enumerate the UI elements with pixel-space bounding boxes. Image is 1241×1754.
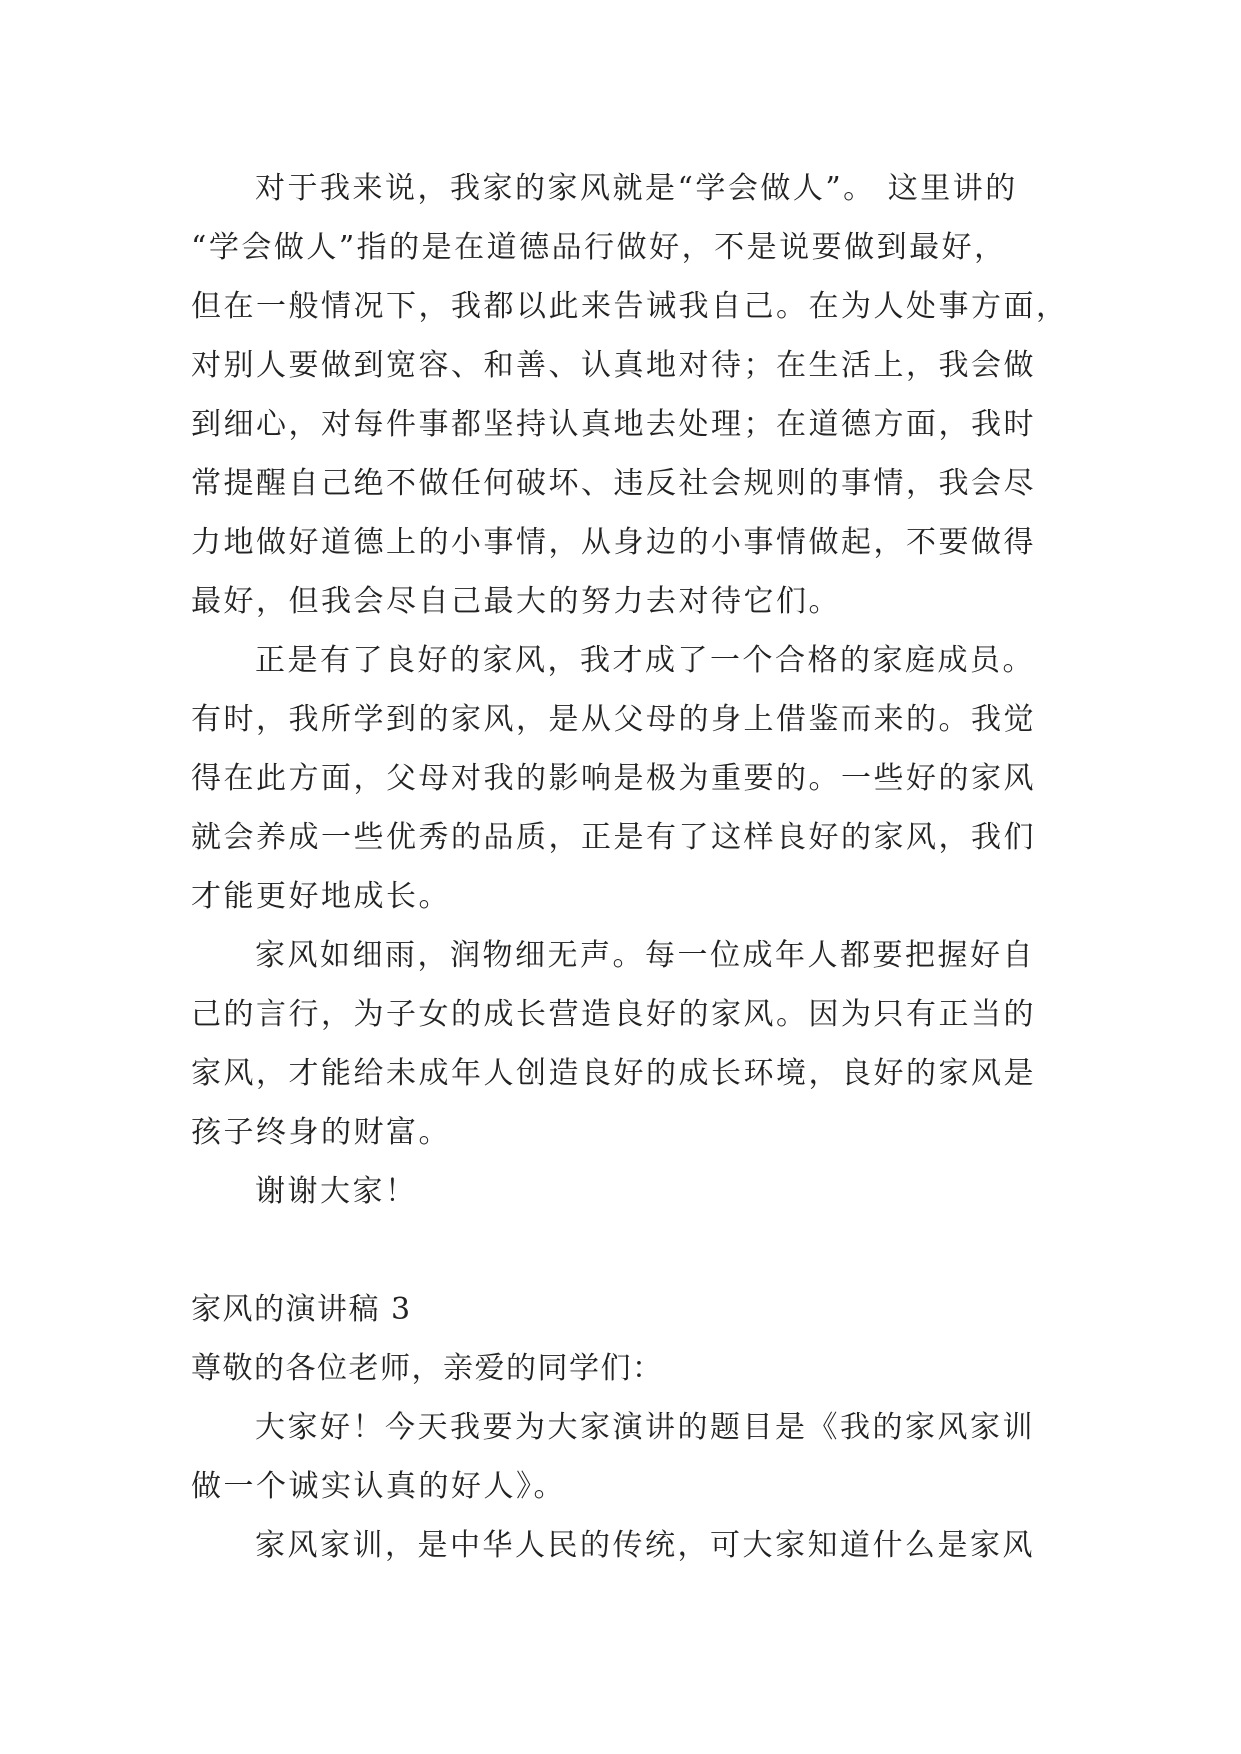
text-line: 己的言行，为子女的成长营造良好的家风。因为只有正当的 (191, 997, 1036, 1032)
text-line: 对别人要做到宽容、和善、认真地对待；在生活上，我会做 (191, 348, 1036, 383)
text-line: 才能更好地成长。 (191, 879, 451, 914)
paragraph-family-motto (191, 159, 1069, 631)
document-body (191, 159, 1069, 1575)
text-line: 得在此方面，父母对我的影响是极为重要的。一些好的家风 (191, 761, 1036, 796)
text-line: 最好，但我会尽自己最大的努力去对待它们。 (191, 584, 841, 619)
text-line: 家风如细雨，润物细无声。每一位成年人都要把握好自 (255, 938, 1035, 973)
salutation: 尊敬的各位老师，亲爱的同学们： (191, 1351, 664, 1386)
text-line: 家风，才能给未成年人创造良好的成长环境，良好的家风是 (191, 1056, 1036, 1091)
paragraph-thanks (191, 1162, 1053, 1221)
paragraph-speech-topic (191, 1398, 1053, 1516)
text-line: 到细心，对每件事都坚持认真地去处理；在道德方面，我时 (191, 407, 1036, 442)
section-title: 家风的演讲稿 3 (191, 1292, 412, 1327)
paragraph-tradition (191, 1516, 1053, 1575)
text-line: 正是有了良好的家风，我才成了一个合格的家庭成员。 (255, 643, 1035, 678)
blank-line (191, 1221, 1053, 1280)
text-line: 孩子终身的财富。 (191, 1115, 451, 1150)
text-line: 力地做好道德上的小事情，从身边的小事情做起，不要做得 (191, 525, 1036, 560)
text-line: 大家好！今天我要为大家演讲的题目是《我的家风家训 (255, 1410, 1035, 1445)
paragraph-good-family-style (191, 631, 1053, 926)
text-line: 常提醒自己绝不做任何破坏、违反社会规则的事情，我会尽 (191, 466, 1036, 501)
text-line: 有时，我所学到的家风，是从父母的身上借鉴而来的。我觉 (191, 702, 1036, 737)
text-line: “学会做人”指的是在道德品行做好，不是说要做到最好， (191, 230, 1007, 265)
text-line: 对于我来说，我家的家风就是“学会做人”。 这里讲的 (255, 171, 1018, 206)
text-line: 家风家训，是中华人民的传统，可大家知道什么是家风 (255, 1528, 1035, 1563)
text-line: 就会养成一些优秀的品质，正是有了这样良好的家风，我们 (191, 820, 1036, 855)
text-line: 做一个诚实认真的好人》。 (191, 1469, 566, 1504)
text-line: 但在一般情况下，我都以此来告诫我自己。在为人处事方面， (191, 289, 1069, 324)
text-line: 谢谢大家！ (255, 1174, 418, 1209)
paragraph-family-style-rain (191, 926, 1053, 1162)
